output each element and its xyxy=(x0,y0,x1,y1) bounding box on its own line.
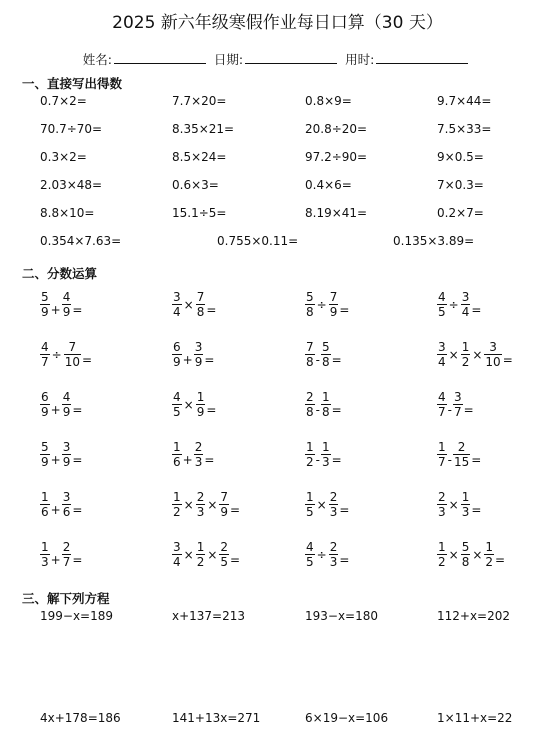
fraction xyxy=(196,491,206,518)
denominator: 9 xyxy=(41,405,49,419)
problem-item: 9.7×44= xyxy=(437,94,492,108)
numerator: 1 xyxy=(461,340,470,354)
denominator: 3 xyxy=(329,555,338,569)
problem-item: 8.35×21= xyxy=(172,122,235,136)
fraction xyxy=(40,341,50,368)
numerator: 3 xyxy=(453,390,462,404)
fraction xyxy=(437,541,447,568)
numerator: 4 xyxy=(41,340,49,354)
fraction-expression xyxy=(40,491,83,518)
equals-sign: = xyxy=(72,302,83,317)
problem-item: 8.19×41= xyxy=(305,206,368,220)
fraction-expression xyxy=(40,291,83,318)
problem-item: 0.755×0.11= xyxy=(217,234,299,248)
numerator: 1 xyxy=(41,490,49,504)
numerator: 2 xyxy=(306,390,314,404)
numerator: 2 xyxy=(220,540,229,554)
numerator: 6 xyxy=(173,340,181,354)
equals-sign: = xyxy=(230,502,241,517)
problem-item: 0.354×7.63= xyxy=(40,234,122,248)
fraction xyxy=(194,441,204,468)
operator: ÷ xyxy=(51,347,62,362)
denominator: 5 xyxy=(306,555,314,569)
denominator: 4 xyxy=(173,305,181,319)
equals-sign: = xyxy=(471,452,482,467)
numerator: 4 xyxy=(438,390,446,404)
denominator: 9 xyxy=(62,455,71,469)
numerator: 3 xyxy=(173,540,181,554)
numerator: 6 xyxy=(41,390,49,404)
fraction xyxy=(62,391,72,418)
numerator: 3 xyxy=(438,340,446,354)
fraction-expression xyxy=(172,341,215,368)
denominator: 8 xyxy=(306,405,314,419)
problem-item: 9×0.5= xyxy=(437,150,484,164)
fraction xyxy=(305,391,315,418)
fraction-expression xyxy=(437,291,482,318)
denominator: 3 xyxy=(196,505,205,519)
fraction-expression xyxy=(172,541,241,568)
numerator: 2 xyxy=(457,440,466,454)
operator: + xyxy=(182,352,193,367)
fraction-expression xyxy=(437,541,506,568)
denominator: 3 xyxy=(461,505,470,519)
equals-sign: = xyxy=(339,302,350,317)
fraction xyxy=(196,541,206,568)
date-label: 日期: xyxy=(213,52,244,67)
denominator: 7 xyxy=(453,405,462,419)
student-info xyxy=(0,50,555,68)
numerator: 7 xyxy=(329,290,338,304)
name-label: 姓名: xyxy=(82,52,112,67)
fraction xyxy=(321,441,331,468)
fraction xyxy=(62,491,72,518)
denominator: 7 xyxy=(41,355,49,369)
numerator: 1 xyxy=(461,490,470,504)
equals-sign: = xyxy=(204,352,215,367)
operator: + xyxy=(50,302,61,317)
numerator: 3 xyxy=(489,340,497,354)
operator: - xyxy=(315,452,320,467)
numerator: 5 xyxy=(306,290,314,304)
operator: × xyxy=(448,347,459,362)
operator: - xyxy=(447,402,452,417)
equals-sign: = xyxy=(471,302,482,317)
fraction-expression xyxy=(40,391,83,418)
equals-sign: = xyxy=(331,452,342,467)
denominator: 3 xyxy=(329,505,338,519)
denominator: 3 xyxy=(41,555,49,569)
equation-item: 112+x=202 xyxy=(437,609,511,623)
fraction xyxy=(484,341,501,368)
operator: + xyxy=(50,402,61,417)
fraction-expression xyxy=(305,391,343,418)
equals-sign: = xyxy=(331,352,342,367)
fraction xyxy=(40,491,50,518)
denominator: 2 xyxy=(461,355,470,369)
equals-sign: = xyxy=(331,402,342,417)
fraction xyxy=(437,291,447,318)
fraction-expression xyxy=(172,491,241,518)
operator: × xyxy=(183,547,194,562)
numerator: 1 xyxy=(438,440,446,454)
numerator: 3 xyxy=(173,290,181,304)
denominator: 6 xyxy=(173,455,181,469)
equation-item: 199−x=189 xyxy=(40,609,114,623)
numerator: 4 xyxy=(173,390,181,404)
operator: + xyxy=(182,452,193,467)
numerator: 2 xyxy=(62,540,71,554)
fraction xyxy=(172,441,182,468)
equals-sign: = xyxy=(72,552,83,567)
denominator: 10 xyxy=(485,355,501,369)
numerator: 1 xyxy=(438,540,446,554)
fraction-expression xyxy=(437,491,482,518)
date-blank[interactable] xyxy=(245,53,337,64)
denominator: 5 xyxy=(306,505,314,519)
equals-sign: = xyxy=(495,552,506,567)
numerator: 5 xyxy=(41,290,49,304)
fraction xyxy=(194,341,204,368)
problem-item: 0.2×7= xyxy=(437,206,484,220)
problem-item: 7.5×33= xyxy=(437,122,492,136)
operator: + xyxy=(50,452,61,467)
fraction-expression xyxy=(172,391,217,418)
numerator: 1 xyxy=(173,440,181,454)
operator: × xyxy=(207,547,218,562)
fraction xyxy=(40,391,50,418)
fraction xyxy=(40,441,50,468)
fraction xyxy=(329,291,339,318)
fraction-expression xyxy=(40,441,83,468)
fraction xyxy=(62,291,72,318)
fraction xyxy=(461,541,471,568)
equals-sign: = xyxy=(204,452,215,467)
equals-sign: = xyxy=(72,402,83,417)
numerator: 1 xyxy=(321,440,330,454)
operator: - xyxy=(315,402,320,417)
denominator: 5 xyxy=(220,555,229,569)
fraction xyxy=(461,491,471,518)
fraction xyxy=(305,491,315,518)
fraction xyxy=(62,541,72,568)
equation-item: 6×19−x=106 xyxy=(305,711,389,725)
fraction xyxy=(305,341,315,368)
denominator: 9 xyxy=(41,305,49,319)
fraction xyxy=(64,341,81,368)
denominator: 8 xyxy=(321,355,330,369)
denominator: 2 xyxy=(306,455,314,469)
fraction-expression xyxy=(305,491,350,518)
problem-item: 20.8÷20= xyxy=(305,122,368,136)
section-direct-calc-heading: 一、直接写出得数 xyxy=(22,76,123,91)
numerator: 2 xyxy=(329,490,338,504)
denominator: 9 xyxy=(41,455,49,469)
denominator: 4 xyxy=(461,305,470,319)
fraction-expression xyxy=(305,341,343,368)
equation-item: 193−x=180 xyxy=(305,609,379,623)
denominator: 3 xyxy=(438,505,446,519)
problem-item: 8.5×24= xyxy=(172,150,227,164)
numerator: 5 xyxy=(321,340,330,354)
fraction xyxy=(329,491,339,518)
numerator: 5 xyxy=(461,540,470,554)
denominator: 9 xyxy=(173,355,181,369)
fraction xyxy=(329,541,339,568)
time-label: 用时: xyxy=(345,52,375,67)
page-title: 2025 新六年级寒假作业每日口算（30 天） xyxy=(112,13,443,33)
operator: + xyxy=(50,552,61,567)
fraction xyxy=(305,291,315,318)
numerator: 1 xyxy=(485,540,494,554)
equals-sign: = xyxy=(81,352,93,367)
problem-item: 0.3×2= xyxy=(40,150,87,164)
denominator: 8 xyxy=(306,355,314,369)
fraction-expression xyxy=(305,541,350,568)
fraction xyxy=(62,441,72,468)
numerator: 3 xyxy=(62,490,71,504)
time-blank[interactable] xyxy=(376,53,468,64)
fraction xyxy=(461,291,471,318)
problem-item: 0.4×6= xyxy=(305,178,352,192)
fraction-expression xyxy=(40,541,83,568)
fraction-expression xyxy=(172,291,217,318)
denominator: 7 xyxy=(438,405,446,419)
fraction xyxy=(305,441,315,468)
denominator: 9 xyxy=(62,405,71,419)
section-equation-heading: 三、解下列方程 xyxy=(22,591,110,606)
fraction xyxy=(437,441,447,468)
operator: × xyxy=(448,497,459,512)
operator: × xyxy=(183,297,194,312)
denominator: 3 xyxy=(321,455,330,469)
numerator: 2 xyxy=(438,490,446,504)
denominator: 8 xyxy=(196,305,205,319)
denominator: 2 xyxy=(485,555,494,569)
fraction-expression xyxy=(305,291,350,318)
numerator: 4 xyxy=(306,540,314,554)
numerator: 1 xyxy=(173,490,181,504)
equals-sign: = xyxy=(339,502,350,517)
numerator: 4 xyxy=(62,390,71,404)
numerator: 7 xyxy=(306,340,314,354)
fraction xyxy=(453,441,470,468)
fraction-expression xyxy=(305,441,343,468)
equals-sign: = xyxy=(230,552,241,567)
operator: - xyxy=(315,352,320,367)
numerator: 7 xyxy=(196,290,205,304)
denominator: 9 xyxy=(194,355,203,369)
equals-sign: = xyxy=(502,352,513,367)
numerator: 2 xyxy=(196,490,205,504)
fraction xyxy=(172,541,182,568)
fraction-expression xyxy=(437,391,475,418)
fraction xyxy=(461,341,471,368)
operator: ÷ xyxy=(316,297,327,312)
fraction-expression xyxy=(172,441,215,468)
equation-item: 4x+178=186 xyxy=(40,711,121,725)
problem-item: 97.2÷90= xyxy=(305,150,368,164)
numerator: 1 xyxy=(321,390,330,404)
equation-item: 141+13x=271 xyxy=(172,711,261,725)
denominator: 3 xyxy=(194,455,203,469)
fraction xyxy=(437,491,447,518)
numerator: 1 xyxy=(196,540,205,554)
denominator: 7 xyxy=(62,555,71,569)
numerator: 4 xyxy=(438,290,446,304)
equals-sign: = xyxy=(463,402,474,417)
operator: ÷ xyxy=(448,297,459,312)
equation-item: 1×11+x=22 xyxy=(437,711,513,725)
fraction xyxy=(172,341,182,368)
operator: × xyxy=(316,497,327,512)
denominator: 8 xyxy=(461,555,470,569)
equation-item: x+137=213 xyxy=(172,609,246,623)
equals-sign: = xyxy=(72,502,83,517)
denominator: 6 xyxy=(62,505,71,519)
fraction xyxy=(321,341,331,368)
numerator: 2 xyxy=(329,540,338,554)
fraction xyxy=(219,491,229,518)
denominator: 4 xyxy=(173,555,181,569)
fraction-expression xyxy=(437,341,514,368)
problem-item: 8.8×10= xyxy=(40,206,95,220)
problem-item: 15.1÷5= xyxy=(172,206,227,220)
numerator: 1 xyxy=(196,390,205,404)
operator: × xyxy=(472,347,483,362)
denominator: 8 xyxy=(306,305,314,319)
problem-item: 0.135×3.89= xyxy=(393,234,475,248)
numerator: 3 xyxy=(461,290,470,304)
denominator: 9 xyxy=(62,305,71,319)
fraction xyxy=(321,391,331,418)
equals-sign: = xyxy=(471,502,482,517)
equals-sign: = xyxy=(206,402,217,417)
numerator: 3 xyxy=(62,440,71,454)
numerator: 5 xyxy=(41,440,49,454)
problem-item: 0.8×9= xyxy=(305,94,352,108)
numerator: 1 xyxy=(306,490,314,504)
fraction xyxy=(40,541,50,568)
operator: - xyxy=(447,452,452,467)
denominator: 9 xyxy=(196,405,205,419)
numerator: 1 xyxy=(306,440,314,454)
fraction xyxy=(453,391,463,418)
operator: × xyxy=(472,547,483,562)
fraction xyxy=(437,391,447,418)
problem-item: 2.03×48= xyxy=(40,178,103,192)
fraction-expression xyxy=(40,341,93,368)
denominator: 10 xyxy=(64,355,80,369)
operator: × xyxy=(183,497,194,512)
operator: × xyxy=(448,547,459,562)
fraction xyxy=(196,391,206,418)
fraction xyxy=(196,291,206,318)
denominator: 4 xyxy=(438,355,446,369)
section-fraction-heading: 二、分数运算 xyxy=(22,266,98,281)
denominator: 5 xyxy=(173,405,181,419)
denominator: 2 xyxy=(196,555,205,569)
equals-sign: = xyxy=(72,452,83,467)
operator: ÷ xyxy=(316,547,327,562)
denominator: 15 xyxy=(453,455,470,469)
numerator: 4 xyxy=(62,290,71,304)
numerator: 7 xyxy=(68,340,77,354)
numerator: 3 xyxy=(194,340,203,354)
problem-item: 70.7÷70= xyxy=(40,122,103,136)
denominator: 5 xyxy=(438,305,446,319)
operator: + xyxy=(50,502,61,517)
problem-item: 0.7×2= xyxy=(40,94,87,108)
fraction xyxy=(437,341,447,368)
fraction xyxy=(172,291,182,318)
fraction xyxy=(219,541,229,568)
name-blank[interactable] xyxy=(114,53,206,64)
denominator: 9 xyxy=(220,505,229,519)
numerator: 1 xyxy=(41,540,49,554)
denominator: 6 xyxy=(41,505,49,519)
denominator: 7 xyxy=(438,455,446,469)
fraction xyxy=(172,391,182,418)
problem-item: 7×0.3= xyxy=(437,178,484,192)
equals-sign: = xyxy=(339,552,350,567)
denominator: 8 xyxy=(321,405,330,419)
fraction-expression xyxy=(437,441,482,468)
operator: × xyxy=(207,497,218,512)
fraction xyxy=(305,541,315,568)
denominator: 2 xyxy=(173,505,181,519)
fraction xyxy=(40,291,50,318)
problem-item: 7.7×20= xyxy=(172,94,227,108)
numerator: 2 xyxy=(194,440,203,454)
fraction xyxy=(484,541,494,568)
problem-item: 0.6×3= xyxy=(172,178,219,192)
equals-sign: = xyxy=(206,302,217,317)
denominator: 2 xyxy=(438,555,446,569)
fraction xyxy=(172,491,182,518)
numerator: 7 xyxy=(220,490,229,504)
operator: × xyxy=(183,397,194,412)
denominator: 9 xyxy=(329,305,338,319)
